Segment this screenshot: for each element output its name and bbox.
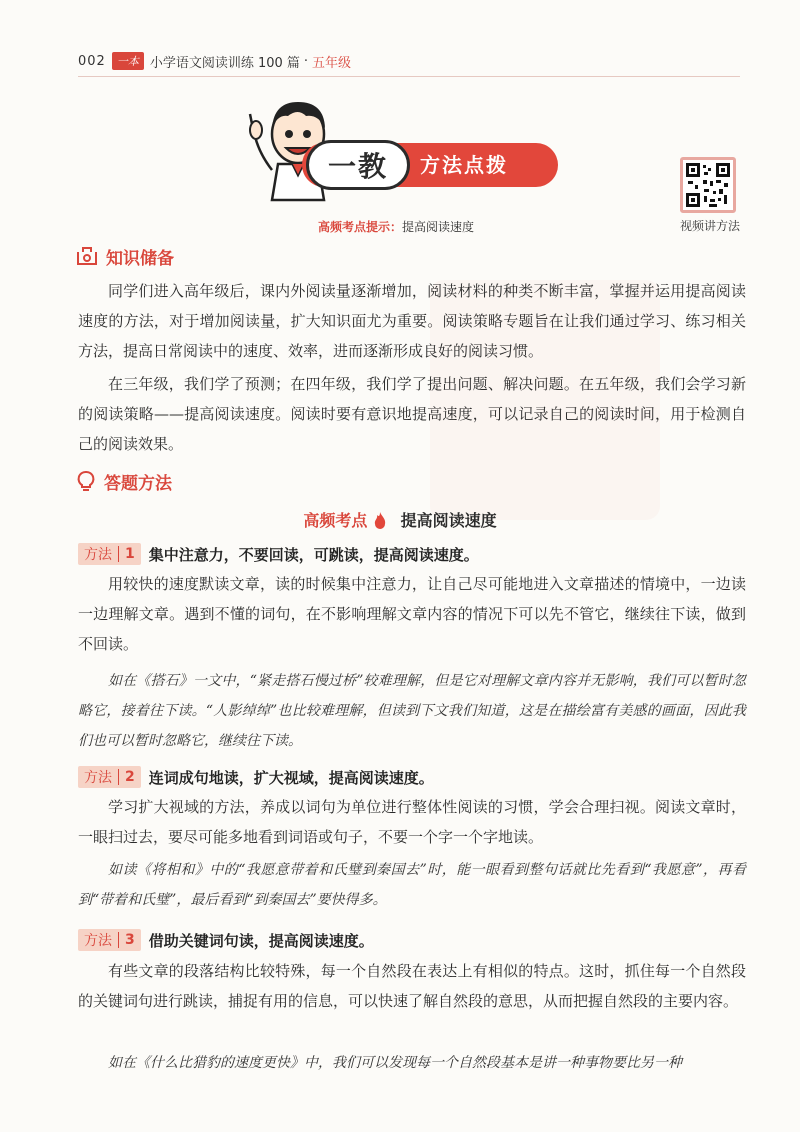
section-knowledge-heading [76, 243, 174, 269]
page-header [78, 50, 351, 72]
method-3-title: 借助关键词句读，提高阅读速度。 [148, 931, 374, 950]
tip-value: 提高阅读速度 [402, 220, 475, 234]
hf-topic: 提高阅读速度 [400, 511, 497, 530]
method-2-number: 2 [118, 769, 135, 785]
method-2-example: 如读《将相和》中的“我愿意带着和氏璧到秦国去”时，能一眼看到整句话就比先看到“我愿意”，再看到“带着和氏璧”，最后看到“到秦国去”要快得多。 [78, 862, 746, 908]
section-method-title: 答题方法 [104, 473, 172, 494]
brand-logo: 一本 [112, 52, 144, 70]
method-3-number: 3 [118, 932, 135, 948]
tip-key: 高频考点提示： [318, 220, 403, 234]
method-1-body: 用较快的速度默读文章，读的时候集中注意力，让自己尽可能地进入文章描述的情境中，一边读一边理解文章。遇到不懂的词句，在不影响理解文章内容的情况下可以先不管它，继续往下读，做到不回读。 [78, 575, 746, 653]
method-1-tag-label: 方法 [84, 547, 112, 563]
lightbulb-icon [76, 470, 96, 492]
banner-badge: 一教 [306, 140, 410, 190]
method-2-tag [78, 766, 141, 788]
high-frequency-topic [0, 508, 800, 531]
video-qr-code[interactable] [680, 157, 736, 213]
method-2-title: 连词成句地读，扩大视域，提高阅读速度。 [148, 768, 434, 787]
method-2-body: 学习扩大视域的方法，养成以词句为单位进行整体性阅读的习惯，学会合理扫视。阅读文章时，一眼扫过去，要尽可能多地看到词语或句子，不要一个字一个字地读。 [78, 798, 746, 846]
method-3-tag-label: 方法 [84, 933, 112, 949]
grade-label: 五年级 [312, 55, 352, 71]
method-1-example: 如在《搭石》一文中，“紧走搭石慢过桥”较难理解，但是它对理解文章内容并无影响，我们可以暂时忽略它，接着往下读。“人影绰绰”也比较难理解，但读到下文我们知道，这是在描绘富有美感的画面，因此我们也可以暂时忽略它，继续往下读。 [78, 673, 746, 749]
flame-icon [373, 511, 387, 529]
method-3-body: 有些文章的段落结构比较特殊，每一个自然段在表达上有相似的特点。这时，抓住每一个自然段的关键词句进行跳读，捕捉有用的信息，可以快速了解自然段的意思，从而把握自然段的主要内容。 [78, 962, 746, 1010]
method-2-heading [78, 765, 434, 789]
knowledge-box-icon [76, 246, 98, 266]
hf-label: 高频考点 [303, 511, 368, 530]
section-method-heading [76, 468, 172, 494]
method-1-tag [78, 543, 141, 565]
method-2-tag-label: 方法 [84, 770, 112, 786]
knowledge-paragraph-1: 同学们进入高年级后，课内外阅读量逐渐增加，阅读材料的种类不断丰富，掌握并运用提高阅读速度的方法，对于增加阅读量，扩大知识面尤为重要。阅读策略专题旨在让我们通过学习、练习相关方法，提高日常阅读中的速度、效率，进而逐渐形成良好的阅读习惯。 [78, 282, 746, 360]
book-title: 小学语文阅读训练 100 篇 [149, 55, 300, 71]
page-number: 002 [78, 53, 106, 69]
method-3-tag [78, 929, 141, 951]
method-3-example: 如在《什么比猎豹的速度更快》中，我们可以发现每一个自然段基本是讲一种事物要比另一种 [108, 1055, 682, 1071]
qr-code-icon [686, 163, 730, 207]
banner-title: 方法点拨 [420, 153, 508, 177]
knowledge-paragraph-2: 在三年级，我们学了预测；在四年级，我们学了提出问题、解决问题。在五年级，我们会学习新的阅读策略——提高阅读速度。阅读时要有意识地提高速度，可以记录自己的阅读时间，用于检测自己的阅读效果。 [78, 375, 746, 453]
method-1-number: 1 [118, 546, 135, 562]
exam-tip [318, 218, 474, 235]
header-divider [78, 76, 740, 77]
section-knowledge-title: 知识储备 [106, 248, 174, 269]
method-1-title: 集中注意力，不要回读，可跳读，提高阅读速度。 [148, 545, 479, 564]
qr-label: 视频讲方法 [679, 219, 740, 233]
method-3-heading [78, 928, 374, 952]
title-separator: · [303, 53, 309, 69]
method-1-heading [78, 542, 479, 566]
